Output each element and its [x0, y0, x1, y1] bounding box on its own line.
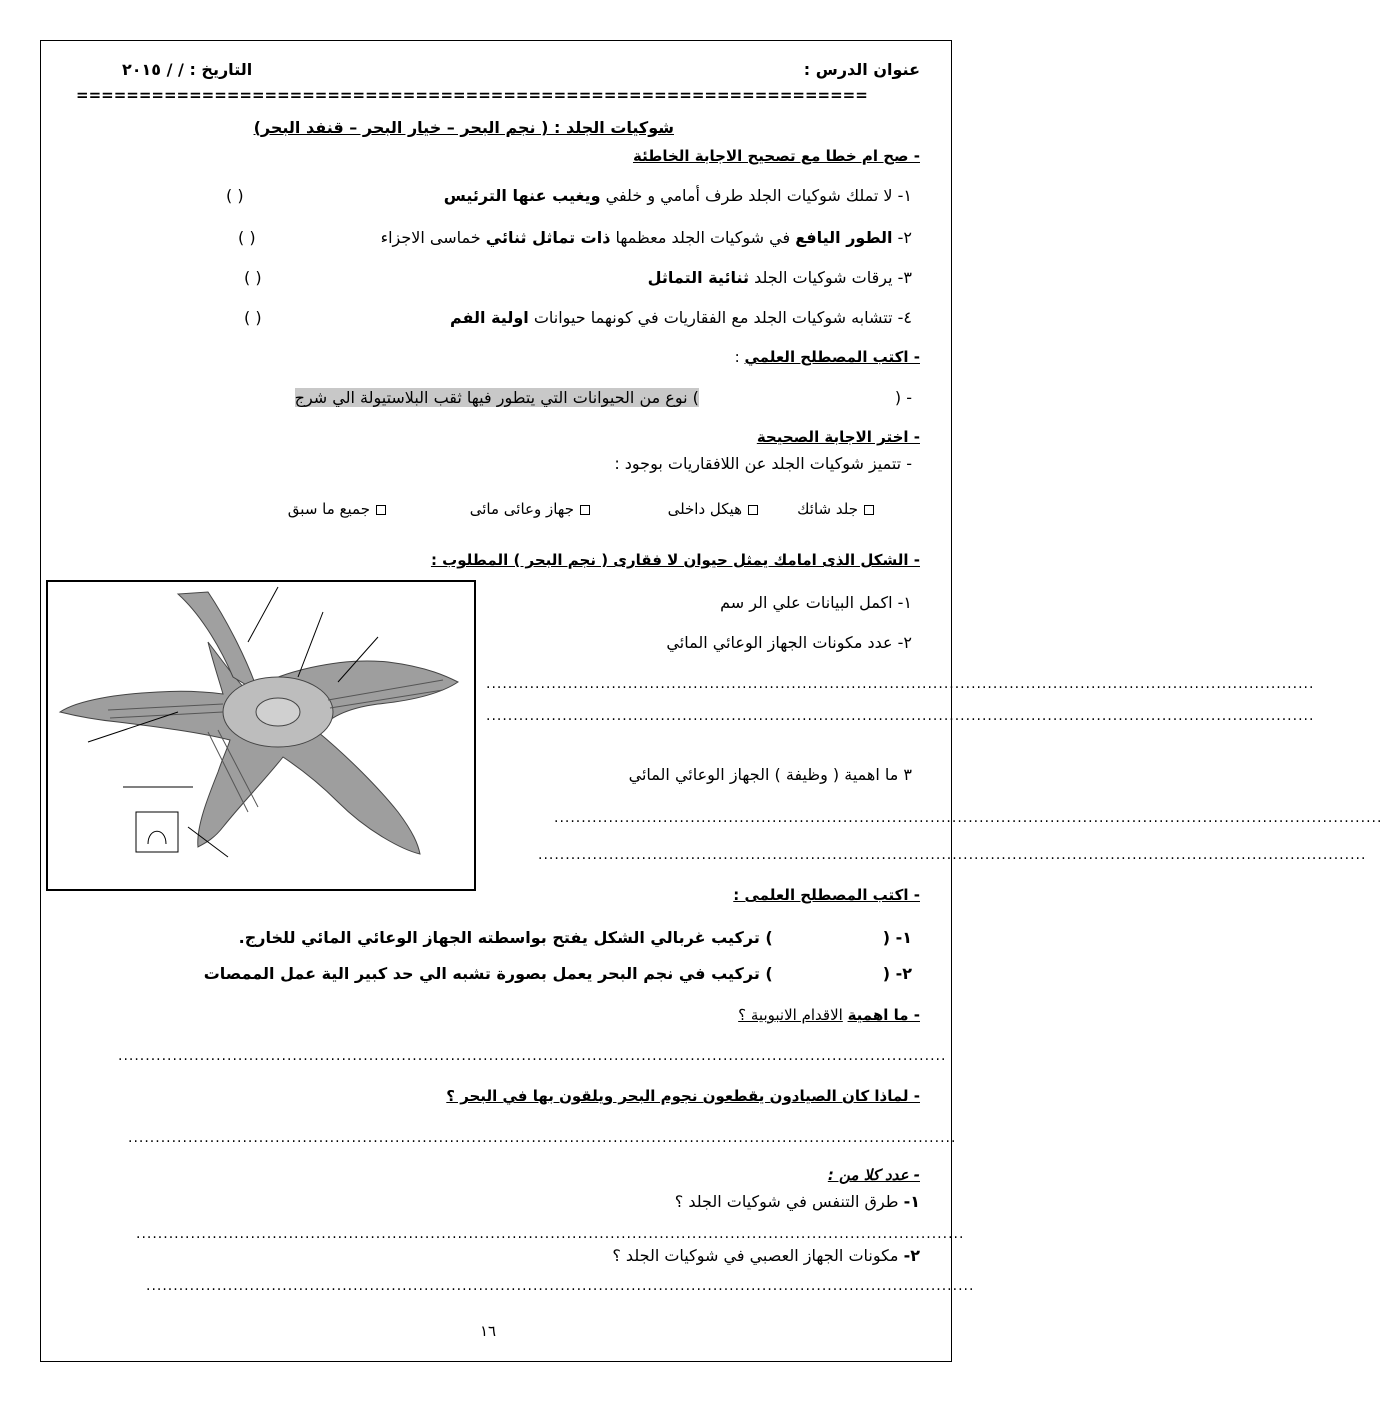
mcq-option-1[interactable]: جلد شائك [797, 500, 874, 518]
list-item-1: ١- طرق التنفس في شوكيات الجلد ؟ [674, 1192, 920, 1211]
term2-item-1: ١- () تركيب غربالي الشكل يفتح بواسطته الجهاز الوعائي المائي للخارج. [238, 928, 912, 947]
answer-line[interactable]: ........................................................................................................................................................ [146, 1278, 975, 1294]
header-separator: =============================================================== [76, 86, 868, 104]
tf-item-1: ١- لا تملك شوكيات الجلد طرف أمامي و خلفي ويغيب عنها الترئيس [443, 186, 912, 205]
term-heading: - اكتب المصطلح العلمي : [734, 348, 920, 366]
answer-line[interactable]: ........................................................................................................................................................ [486, 676, 1315, 692]
mcq-option-2[interactable]: هيكل داخلى [668, 500, 758, 518]
diagram-heading: - الشكل الذى امامك يمثل حيوان لا فقارى ( نجم البحر ) المطلوب : [430, 551, 920, 569]
term2-item-2: ٢- () تركيب في نجم البحر يعمل بصورة تشبه الي حد كبير الية عمل الممصات [203, 964, 912, 983]
tf-item-2: ٢- الطور اليافع في شوكيات الجلد معظمها ذات تماثل ثنائي خماسى الاجزاء [380, 228, 912, 247]
diagram-q2: ٢- عدد مكونات الجهاز الوعائي المائي [666, 633, 912, 652]
page-number: ١٦ [480, 1322, 497, 1340]
mcq-option-3[interactable]: جهاز وعائى مائى [470, 500, 590, 518]
diagram-q1: ١- اكمل البيانات علي الر سم [720, 593, 912, 612]
checkbox-icon[interactable] [748, 505, 758, 515]
tf-item-4: ٤- تتشابه شوكيات الجلد مع الفقاريات في كونهما حيوانات اولية الفم [449, 308, 912, 327]
checkbox-icon[interactable] [864, 505, 874, 515]
tube-feet-question: - ما اهمية الاقدام الانبوبية ؟ [738, 1006, 920, 1024]
mcq-heading: - اختر الاجابة الصحيحة [756, 428, 920, 446]
tf-answer-4[interactable]: ( ) [244, 308, 262, 327]
term2-heading: - اكتب المصطلح العلمى : [733, 886, 920, 904]
tf-answer-3[interactable]: ( ) [244, 268, 262, 287]
starfish-diagram [46, 580, 476, 891]
mcq-option-4[interactable]: جميع ما سبق [288, 500, 386, 518]
true-false-heading: - صح ام خطا مع تصحيح الاجابة الخاطئة [632, 147, 920, 165]
checkbox-icon[interactable] [376, 505, 386, 515]
answer-line[interactable]: ........................................................................................................................................................ [128, 1130, 957, 1146]
answer-line[interactable]: ........................................................................................................................................................ [486, 708, 1315, 724]
answer-line[interactable]: ........................................................................................................................................................ [118, 1048, 947, 1064]
diagram-q3: ٣ ما اهمية ( وظيفة ) الجهاز الوعائي المائي [628, 765, 912, 784]
date-label: التاريخ : / / ٢٠١٥ [122, 60, 253, 79]
list-item-2: ٢- مكونات الجهاز العصبي في شوكيات الجلد ؟ [612, 1246, 920, 1265]
lesson-title-label: عنوان الدرس : [803, 60, 920, 79]
tf-item-3: ٣- يرقات شوكيات الجلد ثنائية التماثل [647, 268, 912, 287]
checkbox-icon[interactable] [580, 505, 590, 515]
list-heading: - عدد كلا من : [827, 1166, 920, 1184]
page-title: شوكيات الجلد : ( نجم البحر – خيار البحر – قنفد البحر) [253, 118, 674, 137]
term-item: - () نوع من الحيوانات التي يتطور فيها ثقب البلاستيولة الي شرج [294, 388, 912, 407]
answer-line[interactable]: ........................................................................................................................................................ [538, 847, 1367, 863]
tf-answer-2[interactable]: ( ) [238, 228, 256, 247]
answer-line[interactable]: ........................................................................................................................................................ [136, 1226, 965, 1242]
answer-line[interactable]: ........................................................................................................................................................ [554, 810, 1382, 826]
fishermen-question: - لماذا كان الصيادون يقطعون نجوم البحر ويلقون بها في البحر ؟ [446, 1087, 920, 1105]
starfish-illustration [48, 582, 474, 889]
tf-answer-1[interactable]: ( ) [226, 186, 244, 205]
mcq-question: - تتميز شوكيات الجلد عن اللافقاريات بوجود : [614, 454, 912, 473]
